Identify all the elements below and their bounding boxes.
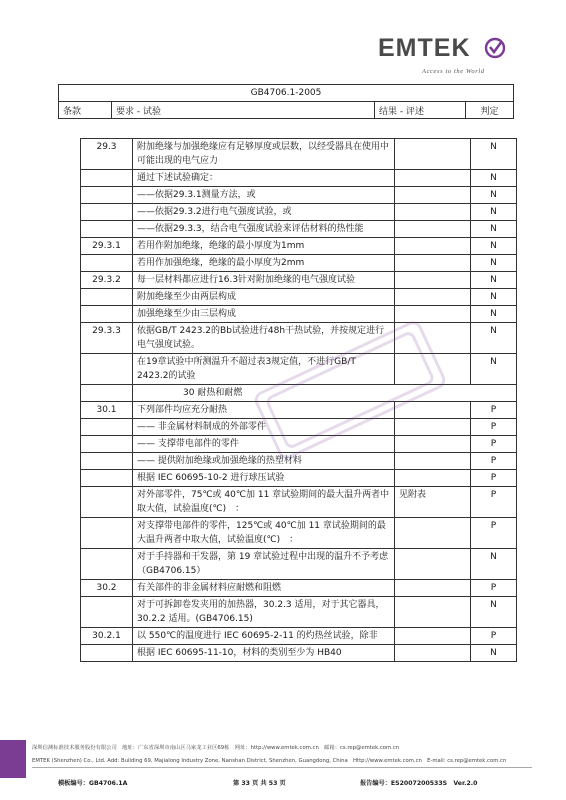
table-row [81,139,517,170]
cell-clause [81,453,133,470]
template-number: 模板编号：GB4706.1A [58,780,128,787]
cell-clause [81,354,133,385]
cell-requirement: 根据 IEC 60695-11-10，材料的类别至少为 HB40 [133,645,395,662]
cell-clause [81,221,133,238]
cell-verdict: N [471,187,517,204]
cell-requirement: ——依据29.3.1测量方法，或 [133,187,395,204]
cell-verdict: P [471,628,517,645]
cell-requirement: 对于手持器和干发器，第 19 章试验过程中出现的温升不予考虑（GB4706.15） [133,549,395,580]
report-header-table [58,84,514,119]
table-row [81,187,517,204]
cell-clause [81,436,133,453]
company-logo [378,34,518,78]
cell-requirement: 若用作附加绝缘，绝缘的最小厚度为1mm [133,238,395,255]
logo-tagline: Access to the World [422,68,485,75]
table-row [81,487,517,518]
cell-clause [81,597,133,628]
cell-requirement: 根据 IEC 60695-10-2 进行球压试验 [133,470,395,487]
table-row [81,272,517,289]
cell-result [395,221,471,238]
cell-requirement: 每一层材料都应进行16.3针对附加绝缘的电气强度试验 [133,272,395,289]
table-row [81,204,517,221]
cell-verdict: P [471,453,517,470]
cell-requirement: 加强绝缘至少由三层构成 [133,306,395,323]
watermark-stamp [230,300,470,480]
cell-clause: 29.3.1 [81,238,133,255]
cell-verdict: N [471,221,517,238]
cell-verdict: N [471,597,517,628]
cell-requirement: ——依据29.3.2进行电气强度试验，或 [133,204,395,221]
cell-verdict: P [471,487,517,518]
cell-requirement: —— 提供附加绝缘或加强绝缘的热塑材料 [133,453,395,470]
cell-requirement: —— 非金属材料制成的外部零件 [133,419,395,436]
table-row [81,549,517,580]
cell-clause: 29.3.2 [81,272,133,289]
table-row [81,255,517,272]
table-row [81,238,517,255]
cell-requirement: ——依据29.3.3，结合电气强度试验来评估材料的热性能 [133,221,395,238]
cell-clause [81,645,133,662]
cell-verdict: N [471,238,517,255]
cell-verdict: N [471,645,517,662]
table-row [81,580,517,597]
cell-result [395,628,471,645]
logo-check-icon [484,37,506,59]
report-number: 报告编号：ES2007200533S Ver.2.0 [360,780,478,787]
cell-clause: 29.3 [81,139,133,170]
footer-accent-bar [0,740,26,778]
cell-result [395,549,471,580]
header-verdict: 判定 [466,102,514,119]
cell-clause [81,289,133,306]
cell-clause [81,385,133,402]
cell-clause [81,487,133,518]
cell-result [395,580,471,597]
cell-verdict: N [471,139,517,170]
cell-requirement: —— 支撑带电部件的零件 [133,436,395,453]
footer-divider [32,767,532,768]
logo-brand: EMTEK [378,34,471,62]
table-row [81,221,517,238]
cell-requirement: 有关部件的非金属材料应耐燃和阻燃 [133,580,395,597]
cell-result [395,170,471,187]
page-number: 第 33 页 共 53 页 [233,780,286,787]
cell-clause [81,187,133,204]
cell-verdict: N [471,204,517,221]
cell-result [395,645,471,662]
cell-clause [81,255,133,272]
cell-clause [81,549,133,580]
header-result: 结果 - 评述 [375,102,466,119]
cell-requirement: 对于可拆卸卷发夹用的加热器，30.2.3 适用，对于其它器具，30.2.2 适用。(GB4706.15) [133,597,395,628]
cell-verdict: N [471,549,517,580]
table-row [81,645,517,662]
cell-verdict: N [471,255,517,272]
footer-company-en: EMTEK (Shenzhen) Co., Ltd. Add: Building 69, Majialong Industry Zone, Nanshan District, Shenzhen, Guangdong, China Http://www.emtek.com.cn E-mail: cs.rep@emtek.com.cn [32,758,507,764]
cell-requirement: 对支撑带电部件的零件，125℃或 40℃加 11 章试验期间的最大温升两者中取大值，试验温度(℃) ： [133,518,395,549]
cell-verdict: P [471,518,517,549]
cell-result [395,597,471,628]
cell-result [395,238,471,255]
cell-result [395,139,471,170]
cell-result [395,518,471,549]
cell-verdict: N [471,306,517,323]
header-requirement: 要求 - 试验 [112,102,375,119]
cell-verdict: N [471,289,517,306]
section-title: 30 耐热和耐燃 [133,385,517,402]
cell-clause [81,518,133,549]
cell-clause [81,204,133,221]
cell-verdict: P [471,436,517,453]
table-row [81,628,517,645]
cell-clause: 30.2 [81,580,133,597]
cell-requirement: 以 550℃的温度进行 IEC 60695-2-11 的灼热丝试验，除非 [133,628,395,645]
cell-result [395,204,471,221]
cell-requirement: 通过下述试验确定： [133,170,395,187]
header-clause: 条款 [59,102,112,119]
cell-requirement: 下列部件均应充分耐热 [133,402,395,419]
cell-verdict: N [471,354,517,385]
cell-verdict: N [471,323,517,354]
table-row [81,518,517,549]
cell-verdict: N [471,272,517,289]
cell-result [395,272,471,289]
cell-result [395,255,471,272]
standard-title: GB4706.1-2005 [59,85,514,102]
cell-requirement: 在19章试验中所测温升不超过表3规定值，不进行GB/T 2423.2的试验 [133,354,395,385]
cell-requirement: 依据GB/T 2423.2的Bb试验进行48h干热试验，并按规定进行电气强度试验。 [133,323,395,354]
cell-verdict: P [471,419,517,436]
table-row [81,170,517,187]
cell-verdict: P [471,470,517,487]
footer-company-cn: 深圳信测标准技术服务股份有限公司 地址：广东省深圳市南山区马家龙工业区69栋 网址：http://www.emtek.com.cn 邮箱：cs.rep@emtek.com.cn [32,745,400,751]
cell-requirement: 若用作加强绝缘，绝缘的最小厚度为2mm [133,255,395,272]
cell-clause [81,306,133,323]
cell-requirement: 对外部零件，75℃或 40℃加 11 章试验期间的最大温升两者中取大值，试验温度(℃) ： [133,487,395,518]
cell-clause [81,419,133,436]
cell-clause: 30.1 [81,402,133,419]
cell-clause: 30.2.1 [81,628,133,645]
cell-clause: 29.3.3 [81,323,133,354]
cell-result [395,187,471,204]
cell-verdict: P [471,402,517,419]
cell-result: 见附表 [395,487,471,518]
cell-clause [81,470,133,487]
cell-verdict: N [471,170,517,187]
cell-verdict: P [471,580,517,597]
table-row [81,597,517,628]
cell-clause [81,170,133,187]
cell-requirement: 附加绝缘与加强绝缘应有足够厚度或层数，以经受器具在使用中可能出现的电气应力 [133,139,395,170]
cell-requirement: 附加绝缘至少由两层构成 [133,289,395,306]
